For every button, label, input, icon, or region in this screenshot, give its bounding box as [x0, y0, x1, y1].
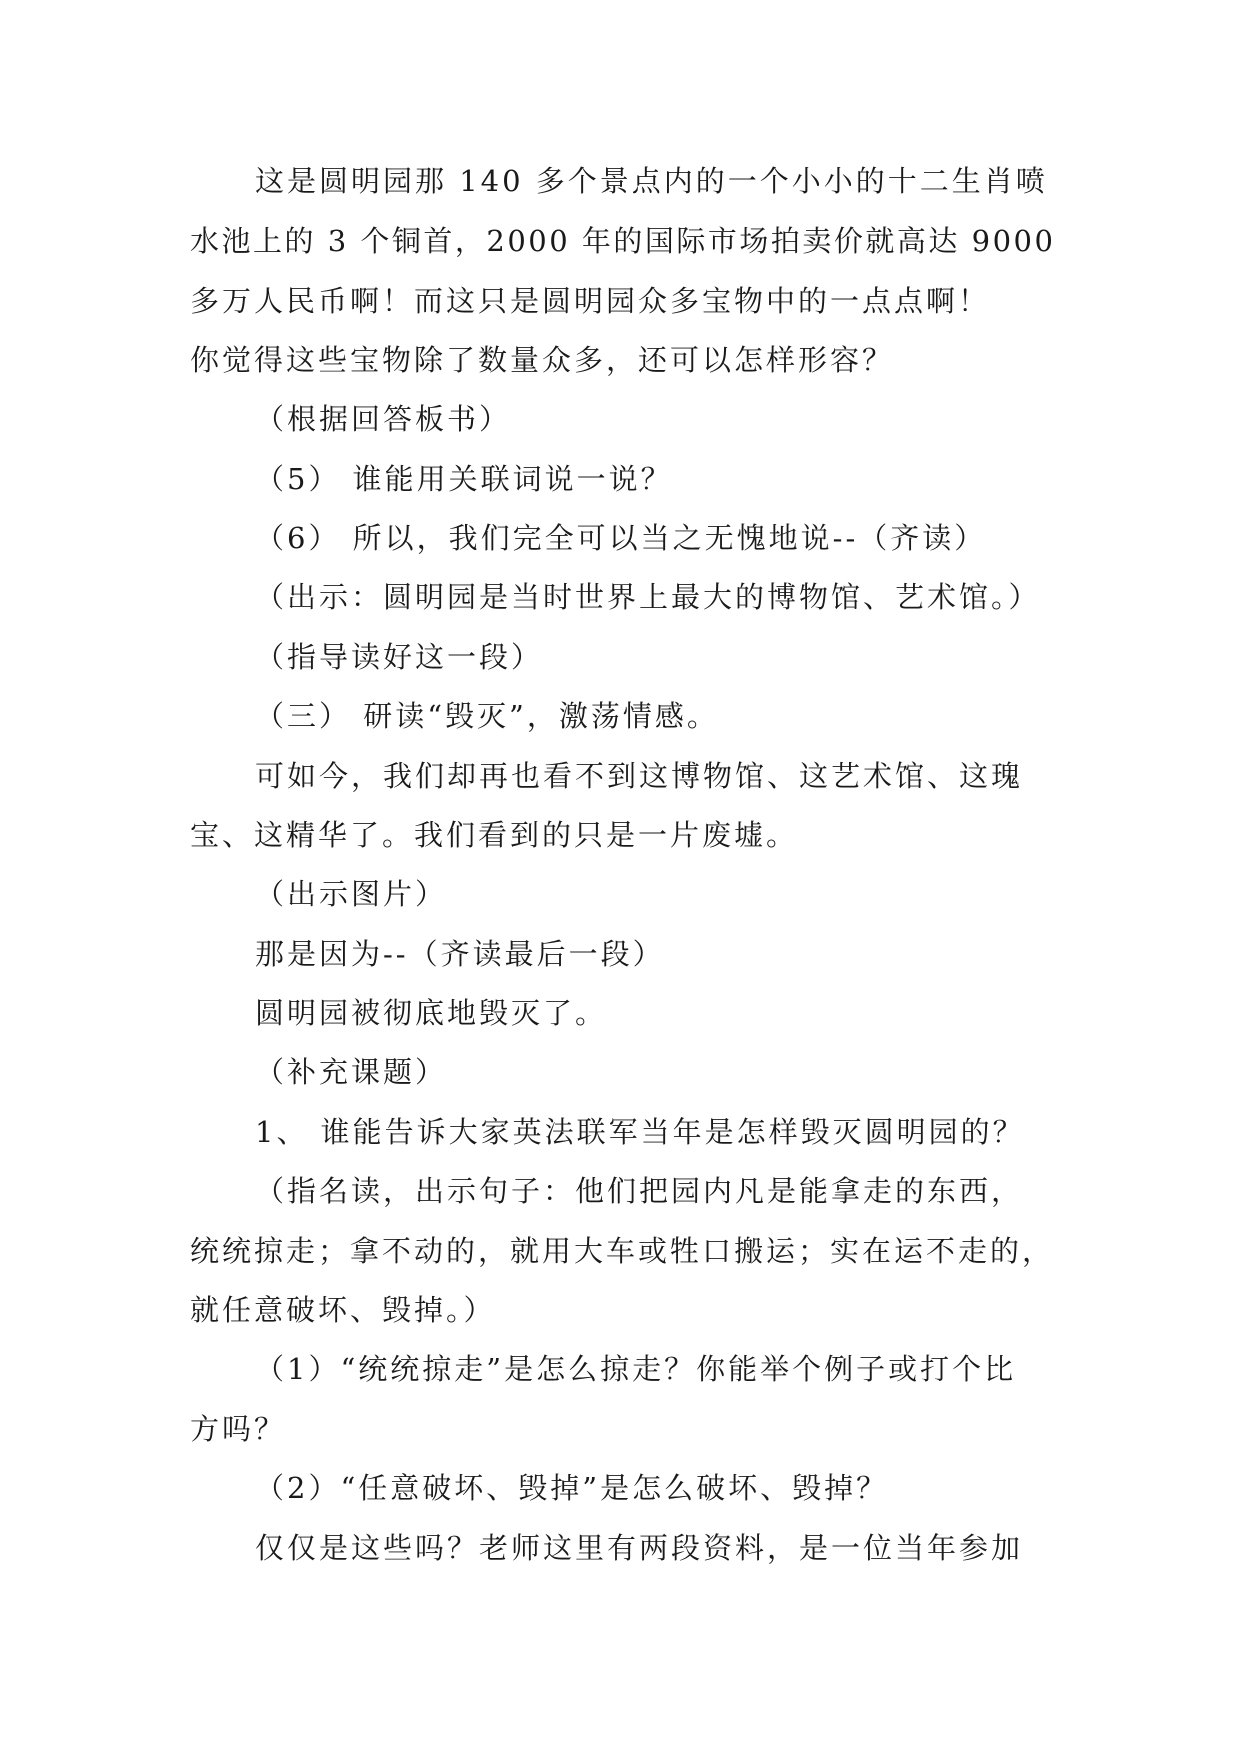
text-line: 那是因为--（齐读最后一段） [255, 937, 665, 971]
text-line: 你觉得这些宝物除了数量众多，还可以怎样形容？ [190, 343, 895, 377]
text-line: （6） 所以，我们完全可以当之无愧地说--（齐读） [255, 521, 987, 555]
text-line: （2）“任意破坏、毁掉”是怎么破坏、毁掉？ [255, 1471, 889, 1505]
text-line: 方吗？ [190, 1412, 287, 1446]
text-line: 统统掠走；拿不动的，就用大车或牲口搬运；实在运不走的， [190, 1234, 1055, 1268]
text-line: （出示：圆明园是当时世界上最大的博物馆、艺术馆。） [255, 580, 1041, 614]
text-line: 这是圆明园那 140 多个景点内的一个小小的十二生肖喷 [255, 164, 1048, 198]
text-line: 1、 谁能告诉大家英法联军当年是怎样毁灭圆明园的？ [255, 1115, 1025, 1149]
text-line: 可如今，我们却再也看不到这博物馆、这艺术馆、这瑰 [255, 759, 1024, 793]
text-line: （补充课题） [255, 1055, 448, 1089]
section-heading: （三） 研读“毁灭”，激荡情感。 [255, 699, 719, 733]
text-line: （5） 谁能用关联词说一说？ [255, 462, 673, 496]
text-line: （1）“统统掠走”是怎么掠走？你能举个例子或打个比 [255, 1352, 1017, 1386]
text-line: （指名读，出示句子：他们把园内凡是能拿走的东西， [255, 1174, 1024, 1208]
text-line: （出示图片） [255, 877, 448, 911]
text-line: 宝、这精华了。我们看到的只是一片废墟。 [190, 818, 799, 852]
text-line: 就任意破坏、毁掉。） [190, 1293, 496, 1327]
text-line: 多万人民币啊！而这只是圆明园众多宝物中的一点点啊！ [190, 284, 991, 318]
text-line: 仅仅是这些吗？老师这里有两段资料，是一位当年参加 [255, 1531, 1024, 1565]
text-line: （指导读好这一段） [255, 640, 544, 674]
text-line: 圆明园被彻底地毁灭了。 [255, 996, 608, 1030]
text-line: （根据回答板书） [255, 402, 512, 436]
text-line: 水池上的 3 个铜首，2000 年的国际市场拍卖价就高达 9000 [190, 224, 1056, 258]
